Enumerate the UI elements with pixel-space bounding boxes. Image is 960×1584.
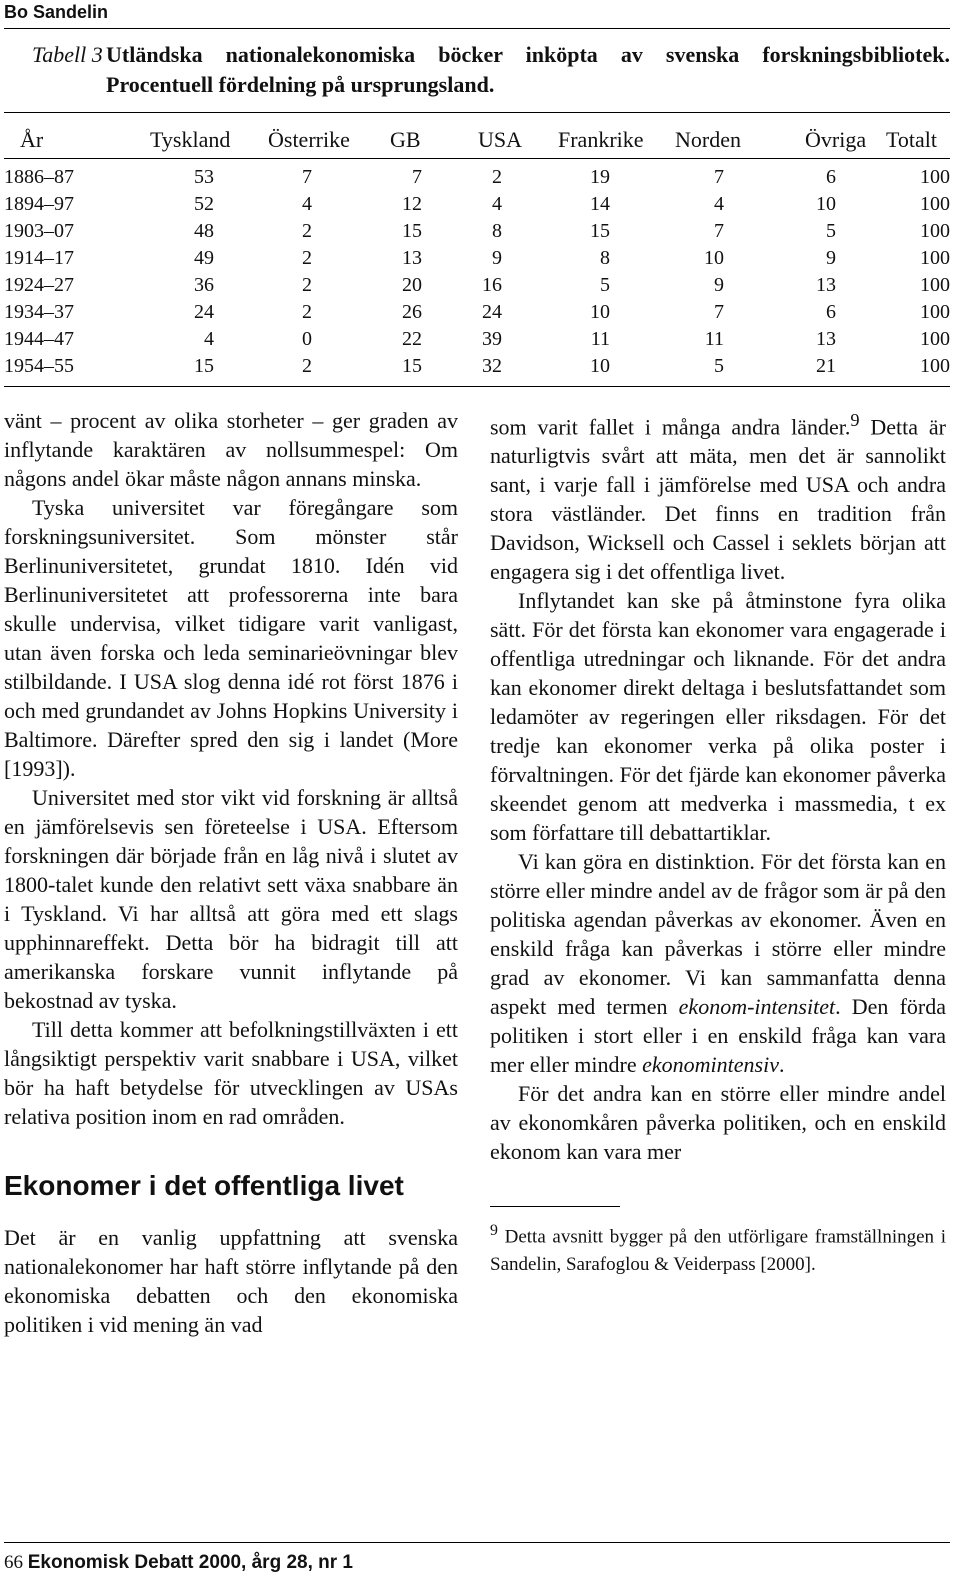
table-cell: 36 [194,274,214,296]
col-head-other: Övriga [805,127,867,152]
table-cell: 6 [826,166,836,188]
paragraph: vänt – procent av olika storheter – ger graden av inflytande karaktären av nollsummespel: Om någons andel ökar måste någon annans minska. [4,408,458,491]
table-cell: 4 [714,193,724,215]
table-cell: 19 [590,166,610,188]
table-cell: 100 [920,328,950,350]
table-cell: 22 [402,328,422,350]
table-cell: 15 [402,220,422,242]
table-cell: 100 [920,274,950,296]
paragraph [490,406,946,586]
table-bottom-rule [4,386,950,387]
table-cell: 5 [600,274,610,296]
footnote-text: Detta avsnitt bygger på den utförligare framställningen i Sandelin, Sarafoglou & Veiderpass [2000]. [490,1226,946,1275]
table-row [4,164,950,191]
paragraph-text: Detta är naturligtvis svårt att mäta, men det är sannolikt sant, i varje fall i jämförelse med USA och andra stora västländer. Det finns en tradition från Davidson, Wicksell och Cassel i seklets början att engagera sig i det offentliga livet. [490,414,947,585]
table-cell: 15 [402,355,422,377]
table-row [4,326,950,353]
table-cell: 100 [920,193,950,215]
paragraph: Inflytandet kan ske på åtminstone fyra olika sätt. För det första kan ekonomer vara engagerade i offentliga utredningar och liknande. För det andra kan ekonomer direkt deltaga i beslutsfattandet som ledamöter av regeringen eller riksdagen. För det tredje kan ekonomer verka på olika poster i förvaltningen. För det fjärde kan ekonomer påverka skeendet genom att medverka i massmedia, t ex som författare till debattartiklar. [490,588,946,846]
table-cell: 10 [590,301,610,323]
table-cell: 53 [194,166,214,188]
table-cell: 11 [704,328,724,350]
table-cell: 2 [302,220,312,242]
table-cell: 100 [920,301,950,323]
paragraph-text: som varit fallet i många andra länder. [490,414,851,440]
paragraph-text: . Den förda politiken i stort eller i en enskild fråga kan vara mer eller mindre [490,994,946,1078]
col-head-germany: Tyskland [150,127,231,152]
section-heading: Ekonomer i det offentliga livet [4,1170,404,1201]
col-head-year: År [20,127,44,152]
paragraph: För det andra kan en större eller mindre andel av ekonomkåren påverka politiken, och en enskild ekonom kan vara mer [490,1081,946,1165]
table-cell: 100 [920,166,950,188]
table-cell: 32 [482,355,502,377]
table-row [4,299,950,326]
table-cell: 11 [590,328,610,350]
table-cell: 12 [402,193,422,215]
table-cell: 1894–97 [4,193,74,215]
table-cell: 49 [194,247,214,269]
table-cell: 2 [302,274,312,296]
table-header-rule [4,158,950,159]
table-cell: 7 [714,220,724,242]
left-column [4,406,458,1339]
table-cell: 7 [714,166,724,188]
table-caption-text: Utländska nationalekonomiska böcker inköpta av svenska forskningsbibliotek. Procentuell fördelning på ursprungsland. [106,42,950,97]
paragraph: Tyska universitet var föregångare som forskningsuniversitet. Som mönster står Berlinuniversitetet, grundat 1810. Idén vid Berlinuniversitetet att professorerna inte bara skulle undervisa, vilket tidigare varit vanligast, utan även forska och leda seminarieövningar blev stilbildande. I USA slog denna idé rot först 1876 i och med grundandet av Johns Hopkins University i Baltimore. Därefter spred den sig i landet (More [1993]). [4,495,458,781]
table-cell: 15 [590,220,610,242]
table-cell: 7 [412,166,422,188]
col-head-france: Frankrike [558,127,644,152]
table-cell: 13 [816,274,836,296]
table-row [4,272,950,299]
paragraph [490,847,946,1079]
table-cell: 9 [826,247,836,269]
col-head-austria: Österrike [268,127,350,152]
table-cell: 9 [492,247,502,269]
table-cell: 2 [302,247,312,269]
table-cell: 8 [492,220,502,242]
table-cell: 1934–37 [4,301,74,323]
table-cell: 100 [920,355,950,377]
table-cell: 2 [302,355,312,377]
data-table [4,164,950,380]
running-head: Bo Sandelin [4,0,950,29]
table-cell: 5 [714,355,724,377]
page-number: 66 [4,1552,23,1573]
table-cell: 100 [920,220,950,242]
table-cell: 15 [194,355,214,377]
table-cell: 0 [302,328,312,350]
table-cell: 4 [302,193,312,215]
table-cell: 10 [816,193,836,215]
table-cell: 13 [816,328,836,350]
right-column [490,406,946,1278]
paragraph-text: Vi kan göra en distinktion. För det första kan en större eller mindre andel av de frågor som är på den politiska agendan påverkas av ekonomer. Även en enskild fråga kan påverkas i större eller mindre grad av ekonomer. Vi kan sammanfatta denna aspekt med termen [490,849,946,1020]
table-row [4,218,950,245]
paragraph: Universitet med stor vikt vid forskning är alltså en jämförelsevis sen företeelse i USA. Eftersom forskningen där började från en låg nivå i slutet av 1800-talet kunde den relativt sett växa snabbare än i Tyskland. Vi har alltså att göra med ett slags upphinnareffekt. Detta bör ha bidragit till att amerikanska forskare vunnit inflytande på bekostnad av tyska. [4,785,458,1013]
col-head-gb: GB [390,127,421,152]
footnote [490,1217,946,1277]
table-cell: 5 [826,220,836,242]
table-cell: 6 [826,301,836,323]
table-cell: 10 [590,355,610,377]
table-label: Tabell 3 [32,42,103,67]
table-cell: 14 [590,193,610,215]
table-cell: 8 [600,247,610,269]
table-cell: 20 [402,274,422,296]
table-cell: 10 [704,247,724,269]
table-cell: 24 [482,301,502,323]
table-cell: 1954–55 [4,355,74,377]
table-cell: 13 [402,247,422,269]
paragraph-text: . [778,1052,785,1078]
table-cell: 100 [920,247,950,269]
table-top-rule [4,112,950,113]
table-cell: 4 [492,193,502,215]
col-head-total: Totalt [886,127,938,152]
table-cell: 7 [714,301,724,323]
table-cell: 9 [714,274,724,296]
paragraph: Till detta kommer att befolkningstillväxten i ett långsiktigt perspektiv varit snabbare i USA, vilket bör ha haft betydelse för utvecklingen av USAs relativa position inom en rad områden. [4,1017,458,1129]
table-cell: 1944–47 [4,328,74,350]
emphasis: ekonomintensiv [642,1052,779,1078]
paragraph: Det är en vanlig uppfattning att svenska nationalekonomer har haft större inflytande på den ekonomiska debatten och den ekonomiska politiken i vid mening än vad [4,1225,458,1337]
table-cell: 16 [482,274,502,296]
table-cell: 52 [194,193,214,215]
table-row [4,245,950,272]
table-row [4,191,950,218]
footnote-ref: 9 [850,410,860,430]
table-cell: 1924–27 [4,274,74,296]
table-cell: 7 [302,166,312,188]
table-cell: 1886–87 [4,166,74,188]
table-cell: 1914–17 [4,247,74,269]
table-cell: 48 [194,220,214,242]
footnote-rule [490,1206,620,1207]
table-cell: 1903–07 [4,220,74,242]
page-footer [4,1542,950,1575]
journal-name: Ekonomisk Debatt 2000, årg 28, nr 1 [27,1552,353,1573]
emphasis: ekonom-intensitet [678,994,836,1020]
col-head-usa: USA [478,127,523,152]
table-cell: 24 [194,301,214,323]
col-head-nordic: Norden [675,127,741,152]
table-cell: 2 [302,301,312,323]
table-row [4,353,950,380]
table-cell: 39 [482,328,502,350]
table-cell: 2 [492,166,502,188]
table-cell: 21 [816,355,836,377]
footnote-number: 9 [490,1222,498,1240]
table-cell: 4 [204,328,214,350]
table-cell: 26 [402,301,422,323]
